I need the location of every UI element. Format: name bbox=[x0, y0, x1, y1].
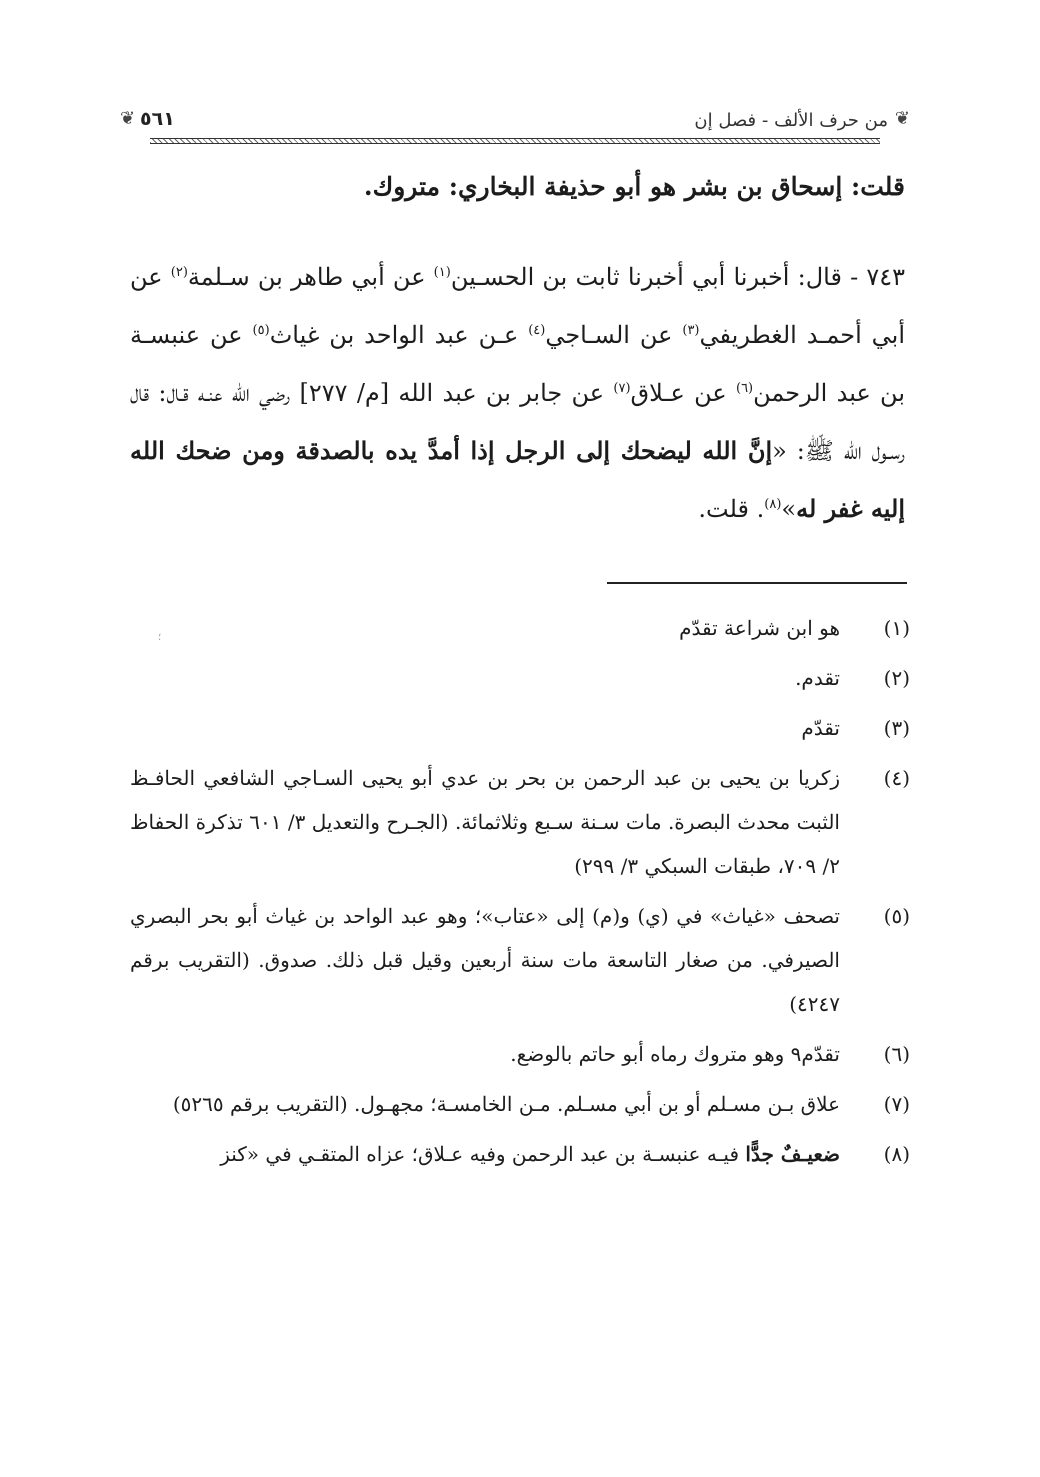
page-header bbox=[120, 100, 910, 148]
footnote-item bbox=[130, 894, 910, 1026]
footnote-number: (٥) bbox=[883, 904, 910, 928]
footnote-number: (٣) bbox=[883, 716, 910, 740]
footnote-text-rest: فيـه عنبسـة بن عبد الرحمن وفيه عـلاق؛ عزاه المتقـي في «كنز bbox=[220, 1142, 746, 1166]
footnote-item bbox=[130, 1132, 910, 1176]
footnote-ref: (٦) bbox=[735, 381, 754, 396]
ornament-icon: ❦ bbox=[894, 108, 910, 129]
footnote-item bbox=[130, 1082, 910, 1126]
hadith-text: » bbox=[781, 495, 797, 523]
footnote-text: تقدّم٩ وهو متروك رماه أبو حاتم بالوضع. bbox=[510, 1042, 840, 1066]
hadith-text: . قلت. bbox=[698, 495, 765, 523]
hadith-matn: إنَّ الله ليضحك إلى الرجل إذا أمدَّ يده بالصدقة ومن ضحك الله إليه غفر له bbox=[130, 436, 905, 523]
footnote-text: هو ابن شراعة تقدّم bbox=[679, 616, 840, 640]
ornament-icon: ❦ bbox=[120, 108, 136, 129]
footnote-text: علاق بـن مسـلم أو بن أبي مسـلم. مـن الخامسـة؛ مجهـول. (التقريب برقم ٥٢٦٥) bbox=[172, 1092, 840, 1116]
hadith-paragraph bbox=[130, 248, 905, 538]
footnote-ref: (٧) bbox=[613, 381, 631, 396]
footnote-text: تقدّم bbox=[801, 716, 840, 740]
footnote-text: تقدم. bbox=[795, 666, 840, 690]
footnote-item bbox=[130, 656, 910, 700]
footnote-text: تصحف «غياث» في (ي) و(م) إلى «عتاب»؛ وهو عبد الواحد بن غياث أبو بحر البصري الصيرفي. من صغار التاسعة مات سنة أربعين وقيل قبل ذلك. صدوق. (التقريب برقم ٤٢٤٧) bbox=[130, 904, 841, 1016]
footnote-item bbox=[130, 606, 910, 650]
footnotes bbox=[130, 600, 910, 1176]
hadith-text: عن السـاجي bbox=[545, 321, 683, 349]
footnote-number: (١) bbox=[883, 616, 910, 640]
footnote-ref: (٥) bbox=[252, 323, 270, 338]
footnote-number: (٦) bbox=[883, 1042, 910, 1066]
hadith-text: عن جابر بن عبد الله [م/ ٢٧٧] رضي الله عنـه قـال: قال رسـول الله ﷺ: « bbox=[130, 379, 905, 465]
footnote-number: (٧) bbox=[883, 1092, 910, 1116]
footnote-separator bbox=[607, 582, 907, 584]
header-rule bbox=[150, 138, 880, 144]
footnote-ref: (١) bbox=[433, 265, 451, 280]
page-number: ٥٦١ bbox=[140, 108, 175, 130]
footnote-ref: (٢) bbox=[170, 265, 188, 280]
footnote-item bbox=[130, 756, 910, 888]
hadith-text: عـن عبد الواحد بن غياث bbox=[269, 321, 529, 349]
footnote-item bbox=[130, 1032, 910, 1076]
footnote-number: (٨) bbox=[883, 1142, 910, 1166]
hadith-text: عن عـلاق bbox=[630, 379, 736, 407]
footnote-text bbox=[220, 1142, 840, 1166]
hadith-text: عن أبي أحمـد الغطريفي bbox=[130, 263, 906, 349]
footnote-item bbox=[130, 706, 910, 750]
footnote-ref: (٣) bbox=[682, 323, 700, 338]
footnote-ref: (٤) bbox=[528, 323, 546, 338]
grading-label: ضعيـفٌ جدًّا bbox=[745, 1142, 840, 1166]
hadith-text: عن عنبسـة بن عبد الرحمن bbox=[130, 321, 906, 407]
note-line: قلت: إسحاق بن بشر هو أبو حذيفة البخاري: متروك. bbox=[363, 172, 905, 201]
footnote-number: (٤) bbox=[883, 766, 910, 790]
hadith-text: عن أبي طاهر بن سـلمة bbox=[187, 263, 434, 291]
footnote-number: (٢) bbox=[883, 666, 910, 690]
hadith-text: ٧٤٣ - قال: أخبرنا أبي أخبرنا ثابت بن الحسـين bbox=[450, 263, 906, 291]
footnote-text: زكريا بن يحيى بن عبد الرحمن بن بحر بن عدي أبو يحيى السـاجي الشافعي الحافـظ الثبت محدث البصرة. مات سـنة سـبع وثلاثمائة. (الجـرح والتعديل ٣/ ٦٠١ تذكرة الحفاظ ٢/ ٧٠٩، طبقات السبكي ٣/ ٢٩٩) bbox=[130, 766, 840, 878]
running-title: من حرف الألف - فصل إن bbox=[694, 110, 888, 131]
margin-mark: ؛ bbox=[158, 632, 162, 643]
footnote-ref: (٨) bbox=[764, 497, 782, 512]
